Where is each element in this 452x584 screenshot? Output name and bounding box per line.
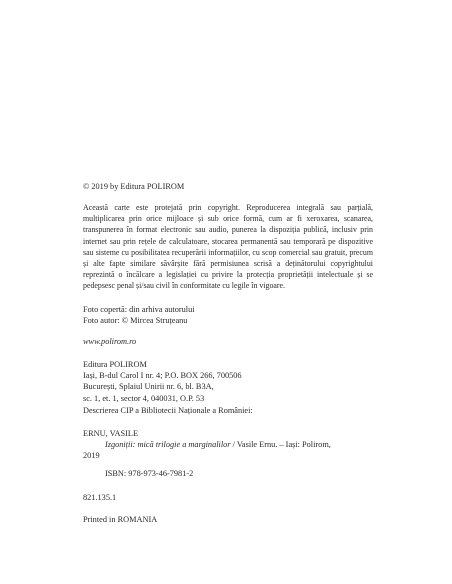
publisher-name: Editura POLIROM	[83, 360, 147, 369]
cip-title-rest: / Vasile Ernu. – Iași: Polirom,	[230, 440, 331, 450]
cip-year: 2019	[83, 451, 100, 461]
udc-text: 821.135.1	[83, 493, 117, 502]
copyright-text: © 2019 by Editura POLIROM	[83, 182, 185, 191]
copyright-notice: Această carte este protejată prin copyright. Reproducerea integrală sau parțială, multiplicarea prin orice mijloace și sub orice formă, cum ar fi xeroxarea, scanarea, transpunerea în format electronic sau audio, punerea la dispoziția publică, inclusiv prin internet sau prin rețele de calculatoare, stocarea permanentă sau temporară pe dispozitive sau sisteme cu posibilitatea recuperării informațiilor, cu scop comercial sau gratuit, precum și alte fapte similare săvârșite fără permisiunea scrisă a deținătorului copyrightului reprezintă o încălcare a legislației cu privire la protecția proprietății intelectuale și se pedepsesc penal și/sau civil în conformitate cu legile în vigoare.	[83, 203, 373, 291]
cip-isbn: ISBN: 978-973-46-7981-2	[105, 468, 194, 478]
cip-heading-text: Descrierea CIP a Bibliotecii Naționale a României:	[83, 406, 253, 415]
cover-photo-credit: Foto copertă: din arhiva autorului	[83, 305, 195, 314]
printed-in	[83, 514, 373, 525]
publisher-address-line-1: Iași, B-dul Carol I nr. 4; P.O. BOX 266, 700506	[83, 371, 242, 381]
cip-record	[83, 428, 373, 479]
author-photo-credit: Foto autor: © Mircea Struțeanu	[83, 316, 188, 326]
publisher-address-line-2: București, Splaiul Unirii nr. 6, bl. B3A,	[83, 382, 214, 392]
printed-in-text: Printed in ROMANIA	[83, 515, 158, 524]
cip-title	[83, 439, 373, 450]
publisher-address-line-3: sc. 1, et. 1, sector 4, 040031, O.P. 53	[83, 393, 205, 403]
publisher-website	[83, 336, 373, 347]
website-text: www.polirom.ro	[83, 337, 137, 346]
cip-heading	[83, 405, 373, 416]
copyright-line	[83, 181, 373, 192]
cip-title-italic: Izgoniții: mică trilogie a marginalilor	[105, 440, 231, 450]
photo-credits	[83, 304, 373, 326]
udc-classification	[83, 492, 373, 503]
cip-author: ERNU, VASILE	[83, 429, 139, 438]
publisher-address	[83, 359, 373, 404]
